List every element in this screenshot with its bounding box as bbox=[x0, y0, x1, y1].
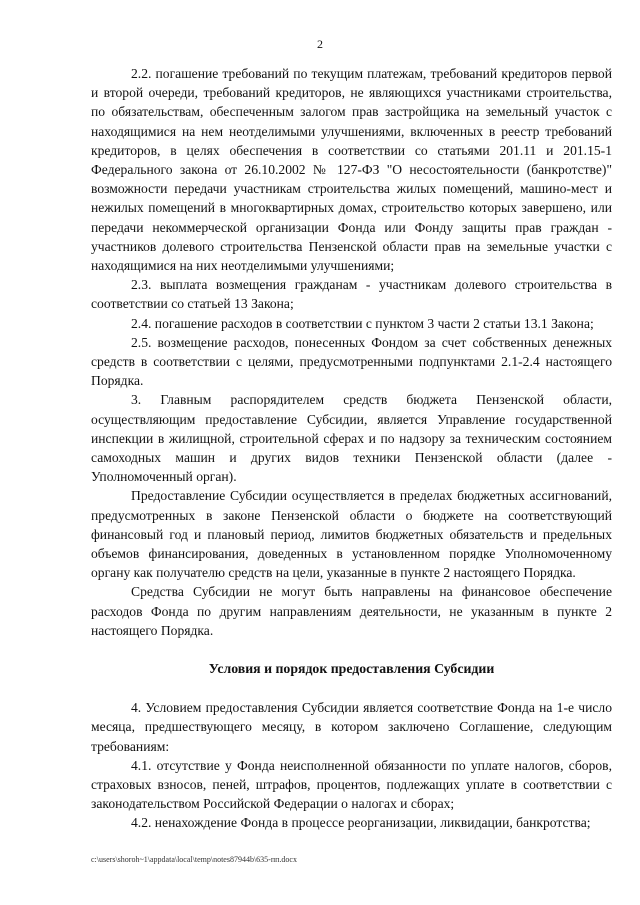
paragraph-2-2: 2.2. погашение требований по текущим платежам, требований кредиторов первой и второй очереди, требований кредиторов, не являющихся участниками строительства, по обязательствам, обеспеченным залогом прав застройщика на земельный участок с находящимися на нем неотделимыми улучшениями, включенных в реестр требований кредиторов, в целях обеспечения в соответствии со статьями 201.11 и 201.15-1 Федерального закона от 26.10.2002 № 127-ФЗ "О несостоятельности (банкротстве)" возможности передачи участникам строительства жилых помещений, машино-мест и нежилых помещений в многоквартирных домах, строительство которых завершено, или передачи некоммерческой организации Фонда или Фонду защиты прав граждан - участников долевого строительства Пензенской области прав на земельные участки с находящимися на них неотделимыми улучшениями; bbox=[91, 66, 612, 274]
paragraph-4-2: 4.2. ненахождение Фонда в процессе реорганизации, ликвидации, банкротства; bbox=[131, 815, 591, 831]
paragraph-4-1: 4.1. отсутствие у Фонда неисполненной обязанности по уплате налогов, сборов, страховых взносов, пеней, штрафов, процентов, подлежащих уплате в соответствии с законодательством Российской Федерации о налогах и сборах; bbox=[91, 757, 612, 812]
paragraph-subsidy-restriction: Средства Субсидии не могут быть направлены на финансовое обеспечение расходов Фонда по другим направлениям деятельности, не указанным в пункте 2 настоящего Порядка. bbox=[91, 584, 612, 638]
paragraph-subsidy-limits: Предоставление Субсидии осуществляется в пределах бюджетных ассигнований, предусмотренных в законе Пензенской области о бюджете на соответствующий финансовый год и плановый период, лимитов бюджетных обязательств и предельных объемов финансирования, доведенных в установленном порядке Уполномоченному органу как получателю средств на цели, указанные в пункте 2 настоящего Порядка. bbox=[91, 488, 612, 581]
paragraph-4: 4. Условием предоставления Субсидии является соответствие Фонда на 1-е число месяца, предшествующего месяцу, в котором заключено Соглашение, следующим требованиям: bbox=[91, 700, 612, 754]
page-number: 2 bbox=[317, 37, 323, 51]
document-body bbox=[91, 64, 612, 833]
footer-file-path: c:\users\shoroh~1\appdata\local\temp\notes87944b\635-пп.docx bbox=[91, 855, 297, 864]
paragraph-3: 3. Главным распорядителем средств бюджета Пензенской области, осуществляющим предоставление Субсидии, является Управление государственной инспекции в жилищной, строительной сферах и по надзору за техническим состоянием самоходных машин и других видов техники Пензенской области (далее - Уполномоченный орган). bbox=[91, 392, 612, 485]
section-heading: Условия и порядок предоставления Субсидии bbox=[208, 661, 495, 677]
paragraph-2-5: 2.5. возмещение расходов, понесенных Фондом за счет собственных денежных средств в соответствии с целями, предусмотренными подпунктами 2.1-2.4 настоящего Порядка. bbox=[91, 334, 612, 389]
paragraph-2-3: 2.3. выплата возмещения гражданам - участникам долевого строительства в соответствии со статьей 13 Закона; bbox=[91, 277, 612, 312]
paragraph-2-4: 2.4. погашение расходов в соответствии с пунктом 3 части 2 статьи 13.1 Закона; bbox=[131, 315, 594, 331]
